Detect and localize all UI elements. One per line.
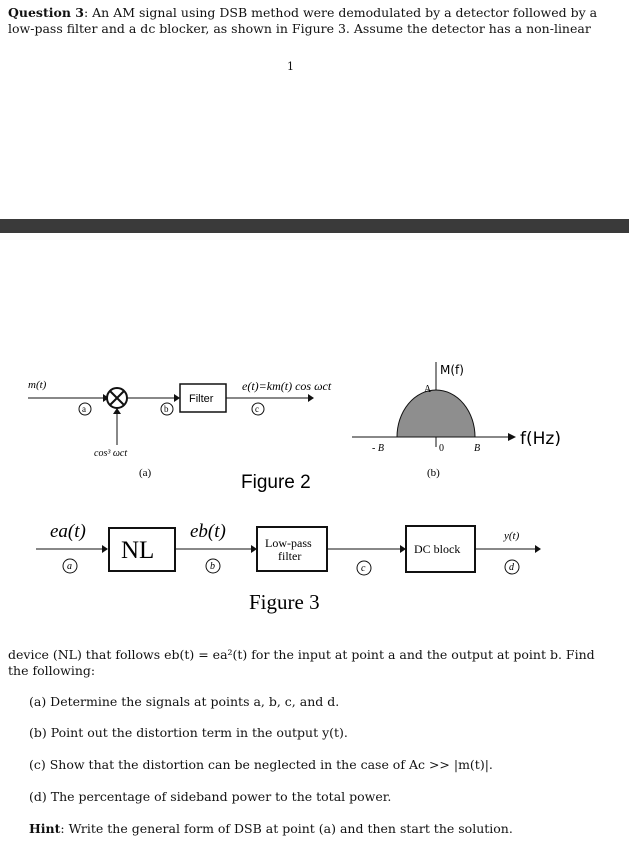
question-intro-text: : An AM signal using DSB method were demodulated by a detector followed by a low-pass filter and a dc blocker, as shown in Figure 3. Assume the detector has a non-linear (8, 5, 598, 36)
spectrum-axis-label: f(Hz) (520, 429, 561, 449)
fig2-filter-label: Filter (189, 393, 214, 405)
item-c: (c) Show that the distortion can be neglected in the case of Ac >> |m(t)|. (29, 757, 493, 772)
fig2-carrier-arrow (113, 408, 121, 414)
fig3-point-d: d (509, 562, 514, 573)
lpf-label-1: Low-pass (265, 536, 312, 550)
fig2-carrier-label: cos³ ωct (94, 448, 128, 459)
page-number: 1 (287, 60, 294, 73)
fig3-point-b: b (210, 561, 215, 572)
item-b: (b) Point out the distortion term in the output y(t). (29, 725, 348, 740)
page-divider (0, 219, 629, 233)
fig3-eb-label: eb(t) (190, 521, 226, 542)
hint-text: : Write the general form of DSB at point (a) and then start the solution. (60, 821, 513, 836)
lpf-label-2: filter (278, 549, 302, 563)
fig3-point-a: a (67, 561, 72, 572)
fig2-mult-to-filter-arrow (174, 394, 180, 402)
hint (29, 821, 513, 836)
item-a: (a) Determine the signals at points a, b, c, and d. (29, 694, 340, 709)
fig2-input-label: m(t) (28, 379, 47, 391)
fig2-point-c: c (255, 404, 259, 414)
spectrum-pos-b: B (474, 443, 481, 454)
fig2-point-b: b (164, 404, 169, 414)
spectrum-shape (397, 390, 475, 437)
figure-2 (0, 355, 629, 500)
fig3-caption: Figure 3 (249, 590, 320, 614)
fig3-y-label: y(t) (504, 530, 520, 542)
figure-3 (0, 505, 629, 620)
question-label: Question 3 (8, 5, 84, 20)
spectrum-neg-b: - B (372, 443, 384, 454)
hint-label: Hint (29, 821, 61, 836)
spectrum-freq-axis-arrow (508, 433, 516, 441)
dc-block-label: DC block (414, 542, 461, 556)
fig2-point-a: a (82, 404, 86, 414)
nl-label: NL (121, 537, 155, 564)
fig2-caption: Figure 2 (241, 472, 311, 493)
fig3-output-arrow (535, 545, 541, 553)
spectrum-peak: A (424, 384, 432, 395)
question-continuation: device (NL) that follows eb(t) = ea²(t) for the input at point a and the output at point b. Find the following: (8, 647, 595, 678)
fig2-output-arrow (308, 394, 314, 402)
fig3-input-arrow (102, 545, 108, 553)
fig3-point-c: c (361, 563, 366, 574)
item-d: (d) The percentage of sideband power to the total power. (29, 789, 392, 804)
spectrum-label: M(f) (440, 363, 464, 377)
fig2-sub-a: (a) (139, 467, 152, 479)
question-intro (8, 5, 608, 37)
spectrum-zero: 0 (439, 443, 444, 454)
spectrum-sub-b: (b) (427, 467, 440, 479)
fig2-output-label: e(t)=km(t) cos ωct (242, 379, 332, 393)
fig3-ea-label: ea(t) (50, 521, 86, 542)
